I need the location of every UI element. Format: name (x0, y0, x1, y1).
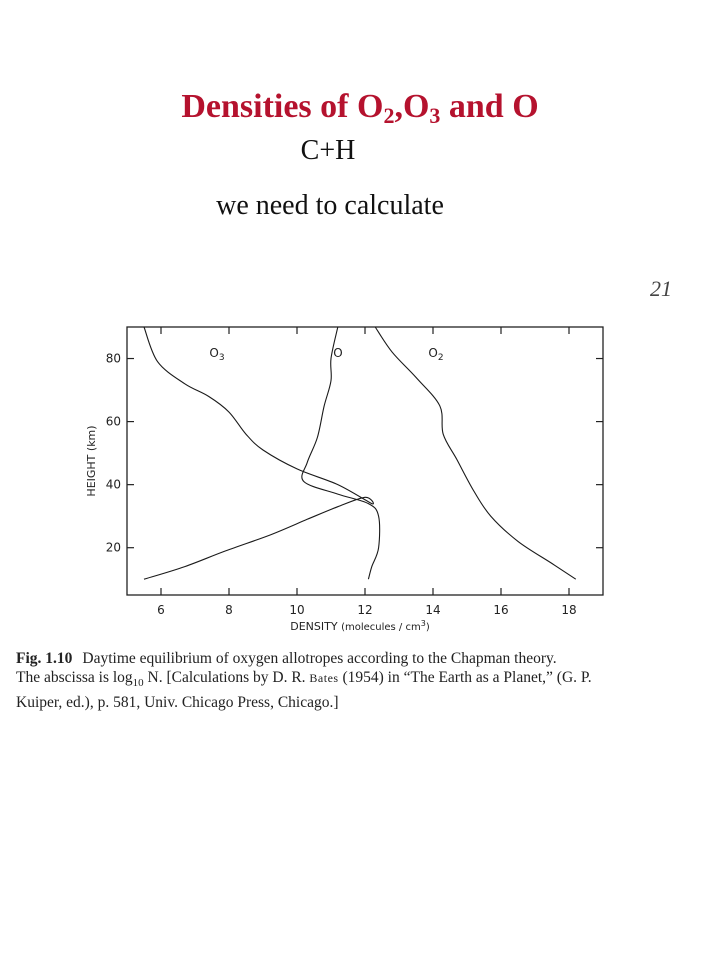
title-text-suffix: and O (440, 88, 539, 125)
slide-title (0, 88, 720, 126)
caption-log-subscript: 10 (132, 677, 144, 690)
caption-line-2b: N. [Calculations by D. R. (143, 669, 310, 686)
ticks-layer (127, 327, 603, 595)
caption-line-2a: The abscissa is log (16, 669, 133, 686)
series-label-o2: $O_2$ (428, 346, 444, 363)
x-tick-label-12: 12 (357, 603, 373, 617)
series-layer (144, 327, 576, 579)
density-chart (0, 300, 720, 640)
caption-line-2c: (1954) in “The Earth as a Planet,” (G. P. (338, 669, 592, 686)
series-label-o: O (333, 346, 343, 360)
x-tick-label-16: 16 (493, 603, 509, 617)
figure-caption (16, 649, 676, 712)
plot-frame (127, 327, 603, 595)
slide-subtitle: C+H (300, 135, 356, 166)
x-axis-label: DENSITY (molecules / $cm^3$) (290, 619, 430, 633)
x-tick-label-8: 8 (225, 603, 233, 617)
title-text-separator: ,O (394, 88, 430, 125)
series-line-o2 (375, 327, 576, 579)
x-tick-label-6: 6 (157, 603, 165, 617)
series-line-o3 (144, 327, 373, 579)
series-label-o3: $O_3$ (209, 346, 225, 363)
title-subscript-3: 3 (429, 103, 441, 128)
labels-layer (85, 346, 577, 633)
title-text-prefix: Densities of O (181, 88, 384, 125)
caption-line-3: Kuiper, ed.), p. 581, Univ. Chicago Press, Chicago.] (16, 694, 339, 712)
y-tick-label-20: 20 (105, 540, 121, 555)
caption-fig-label: Fig. 1.10 (16, 650, 73, 667)
x-tick-label-10: 10 (289, 603, 305, 617)
y-tick-label-60: 60 (105, 414, 121, 429)
series-line-o (302, 327, 380, 579)
slide-note: we need to calculate (216, 190, 444, 221)
caption-line-1: Daytime equilibrium of oxygen allotropes according to the Chapman theory. (82, 650, 557, 667)
title-subscript-2: 2 (383, 103, 395, 128)
x-tick-label-18: 18 (561, 603, 577, 617)
y-tick-label-80: 80 (105, 351, 121, 366)
x-tick-label-14: 14 (425, 603, 441, 617)
y-tick-label-40: 40 (105, 477, 121, 492)
y-axis-label: HEIGHT (km) (85, 425, 98, 497)
book-page-number: 21 (650, 276, 672, 301)
caption-author: Bates (309, 671, 339, 685)
